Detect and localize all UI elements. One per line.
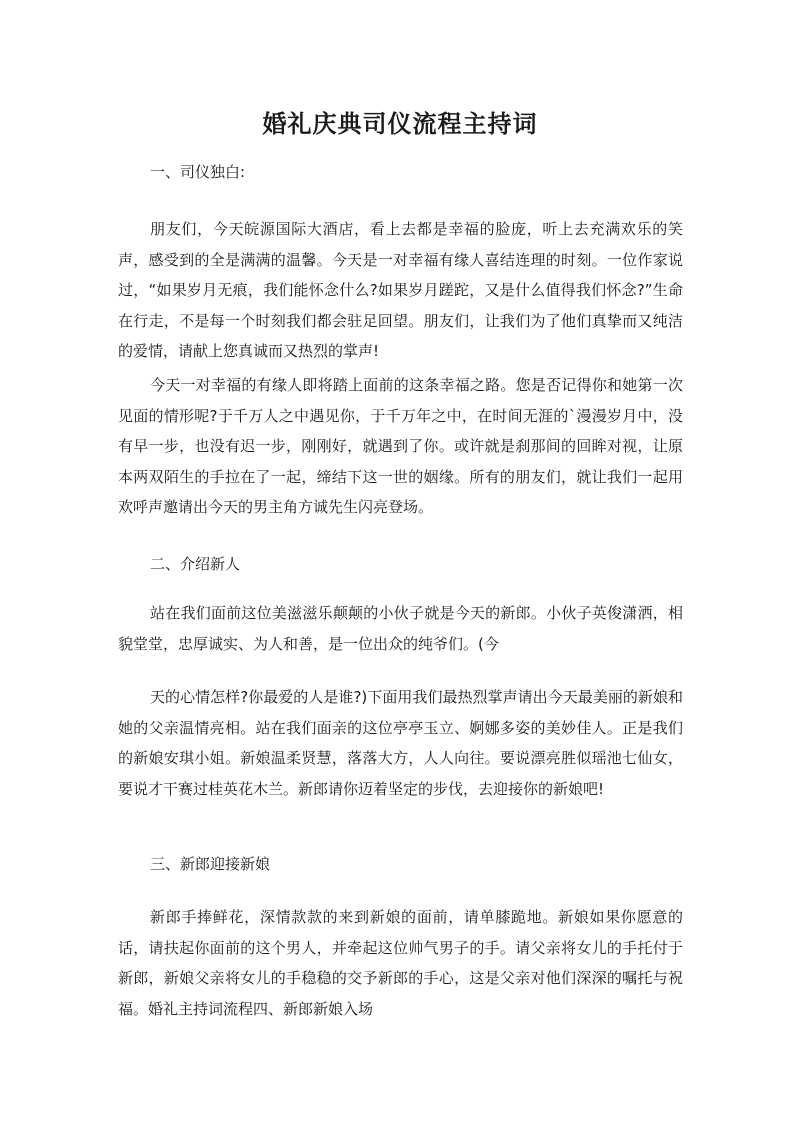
document-title: 婚礼庆典司仪流程主持词 xyxy=(262,110,538,138)
paragraph-3: 站在我们面前这位美滋滋乐颠颠的小伙子就是今天的新郎。小伙子英俊潇洒，相貌堂堂，忠厚诚实、为人和善，是一位出众的纯爷们。(今 xyxy=(118,604,683,653)
section-heading-2: 二、介绍新人 xyxy=(150,555,241,573)
paragraph-1: 朋友们，今天皖源国际大酒店，看上去都是幸福的脸庞，听上去充满欢乐的笑声，感受到的全是满满的温馨。今天是一对幸福有缘人喜结连理的时刻。一位作家说过，“如果岁月无痕，我们能怀念什么?如果岁月蹉跎，又是什么值得我们怀念?”生命在行走，不是每一个时刻我们都会驻足回望。朋友们，让我们为了他们真挚而又纯洁的爱情，请献上您真诚而又热烈的掌声! xyxy=(118,220,683,360)
section-heading-1: 一、司仪独白: xyxy=(150,163,246,181)
section-heading-3: 三、新郎迎接新娘 xyxy=(150,855,271,873)
paragraph-5: 新郎手捧鲜花，深情款款的来到新娘的面前，请单膝跪地。新娘如果你愿意的话，请扶起你面前的这个男人，并牵起这位帅气男子的手。请父亲将女儿的手托付于新郎，新娘父亲将女儿的手稳稳的交予新郎的手心，这是父亲对他们深深的嘱托与祝福。婚礼主持词流程四、新郎新娘入场 xyxy=(118,908,683,1018)
paragraph-2: 今天一对幸福的有缘人即将踏上面前的这条幸福之路。您是否记得你和她第一次见面的情形呢?于千万人之中遇见你，于千万年之中，在时间无涯的`漫漫岁月中，没有早一步，也没有迟一步，刚刚好，就遇到了你。或许就是刹那间的回眸对视，让原本两双陌生的手拉在了一起，缔结下这一世的姻缘。所有的朋友们，就让我们一起用欢呼声邀请出今天的男主角方诚先生闪亮登场。 xyxy=(118,376,683,516)
paragraph-4: 天的心情怎样?你最爱的人是谁?)下面用我们最热烈掌声请出今天最美丽的新娘和她的父亲温情亮相。站在我们面亲的这位亭亭玉立、婀娜多姿的美妙佳人。正是我们的新娘安琪小姐。新娘温柔贤慧，落落大方，人人向往。要说漂亮胜似瑶池七仙女，要说才干赛过桂英花木兰。新郎请你迈着坚定的步伐，去迎接你的新娘吧! xyxy=(118,688,683,798)
